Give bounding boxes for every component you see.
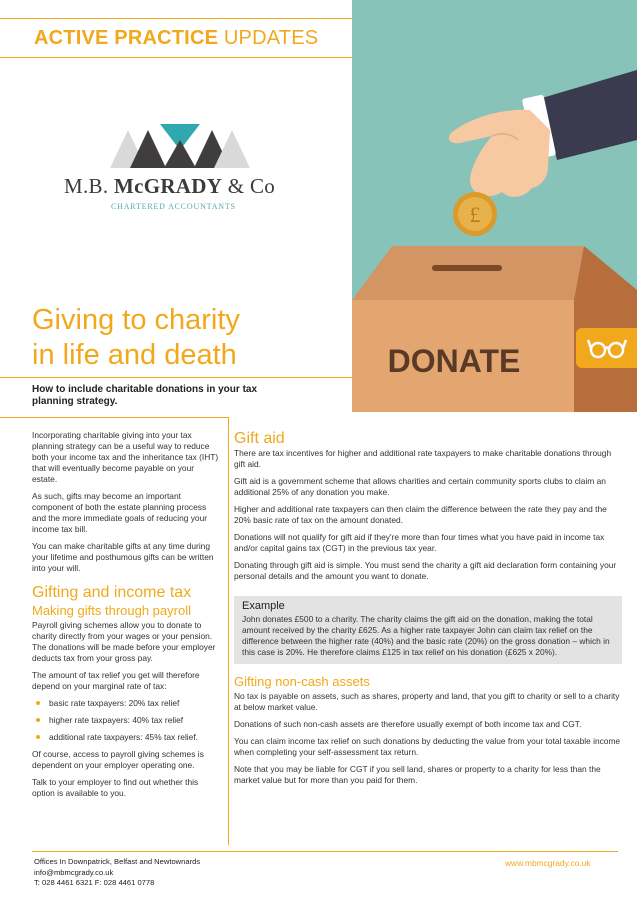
paragraph: No tax is payable on assets, such as shares, property and land, that you gift to charity or sell to a charity at below market value.: [234, 691, 620, 712]
box-label: DONATE: [387, 343, 521, 379]
list-item: basic rate taxpayers: 20% tax relief: [32, 698, 220, 709]
paragraph: Gift aid is a government scheme that allows charities and certain community sports clubs to claim an additional 25% of any donation you make.: [234, 476, 606, 497]
paragraph: You can claim income tax relief on such donations by deducting the value from your total taxable income when completing your self-assessment tax return.: [234, 736, 621, 757]
header-title-bold: ACTIVE PRACTICE: [34, 27, 219, 49]
read-tab: [576, 328, 637, 368]
tax-relief-list: [32, 698, 220, 743]
firm-name-suffix: & Co: [227, 174, 276, 198]
paragraph: Payroll giving schemes allow you to donate to charity directly from your wages or your pension. The donations will be made before your employer deducts tax from your gross pay.: [32, 620, 216, 663]
paragraph: Higher and additional rate taxpayers can then claim the difference between the rate they pay and the 20% basic rate of tax on the amount donated.: [234, 504, 607, 525]
paragraph: You can make charitable gifts at any time during your lifetime and posthumous gifts can be written into your will.: [32, 541, 214, 573]
firm-name-prefix: M.B.: [64, 174, 109, 198]
article-intro: How to include charitable donations in your tax planning strategy.: [32, 384, 258, 407]
section-heading-gifting: Gifting and income tax: [32, 584, 192, 601]
coin-symbol: £: [469, 202, 481, 227]
article-title-line1: Giving to charity: [32, 304, 240, 336]
section-heading-non-cash: Gifting non-cash assets: [234, 674, 370, 689]
firm-subtitle: CHARTERED ACCOUNTANTS: [111, 202, 236, 211]
glasses-icon: [576, 328, 637, 368]
paragraph: Note that you may be liable for CGT if you sell land, shares or property to a charity for less than the market value but for more than you paid for them.: [234, 764, 601, 785]
firm-name-bold: McGRADY: [113, 174, 223, 198]
subheading-payroll: Making gifts through payroll: [32, 603, 191, 618]
article-title: [32, 303, 332, 373]
paragraph: The amount of tax relief you get will therefore depend on your marginal rate of tax:: [32, 670, 200, 691]
divider: [0, 377, 352, 378]
footer-contact: [34, 857, 200, 889]
paragraph: As such, gifts may become an important component of both the estate planning process and the more immediate goals of reducing your income tax bill.: [32, 491, 208, 534]
header-title: [34, 27, 318, 50]
example-text: John donates £500 to a charity. The charity claims the gift aid on the donation, making the total amount received by the charity £625. As a higher rate taxpayer John can claim tax relief on the difference between the higher rate (40%) and the basic rate (20%) on the gross donation – which in this case is 20%. He therefore claims £125 in tax relief on his donation (£625 x 20%).: [242, 614, 610, 657]
footer-website-link[interactable]: www.mbmcgrady.co.uk: [505, 858, 591, 868]
header-title-light: UPDATES: [223, 27, 319, 49]
paragraph: Of course, access to payroll giving schemes is dependent on your employer operating one.: [32, 749, 204, 770]
firm-logo-icon: [110, 124, 250, 168]
divider: [0, 417, 228, 418]
paragraph: Incorporating charitable giving into your tax planning strategy can be a useful way to reduce both your income tax and the inheritance tax (IHT) that will eventually become payable on your estate.: [32, 430, 219, 484]
coin-slot-icon: [432, 265, 502, 271]
column-divider: [228, 417, 229, 845]
footer-offices: Offices In Downpatrick, Belfast and Newtownards: [34, 857, 201, 866]
section-heading-gift-aid: Gift aid: [234, 430, 285, 447]
left-column: [32, 430, 220, 805]
footer-phones: T: 028 4461 6321 F: 028 4461 0778: [34, 878, 155, 887]
box-top-icon: [352, 246, 584, 300]
paragraph: Donating through gift aid is simple. You must send the charity a gift aid declaration form containing your personal details and the amount you want to donate.: [234, 560, 617, 581]
paragraph: Donations of such non-cash assets are therefore usually exempt of both income tax and CGT.: [234, 719, 582, 729]
article-title-line2: in life and death: [32, 339, 237, 371]
footer-email[interactable]: info@mbmcgrady.co.uk: [34, 867, 114, 877]
right-column: [234, 430, 622, 792]
example-heading: Example: [242, 600, 285, 612]
list-item: higher rate taxpayers: 40% tax relief: [32, 715, 220, 726]
footer-divider: [32, 851, 618, 852]
firm-name: [64, 174, 275, 199]
paragraph: Talk to your employer to find out whether this option is available to you.: [32, 777, 199, 798]
example-box: [234, 596, 622, 664]
list-item: additional rate taxpayers: 45% tax relief.: [32, 732, 220, 743]
paragraph: Donations will not qualify for gift aid if they're more than four times what you have paid in income tax and/or capital gains tax (CGT) in the previous tax year.: [234, 532, 605, 553]
paragraph: There are tax incentives for higher and additional rate taxpayers to make charitable donations through gift aid.: [234, 448, 612, 469]
